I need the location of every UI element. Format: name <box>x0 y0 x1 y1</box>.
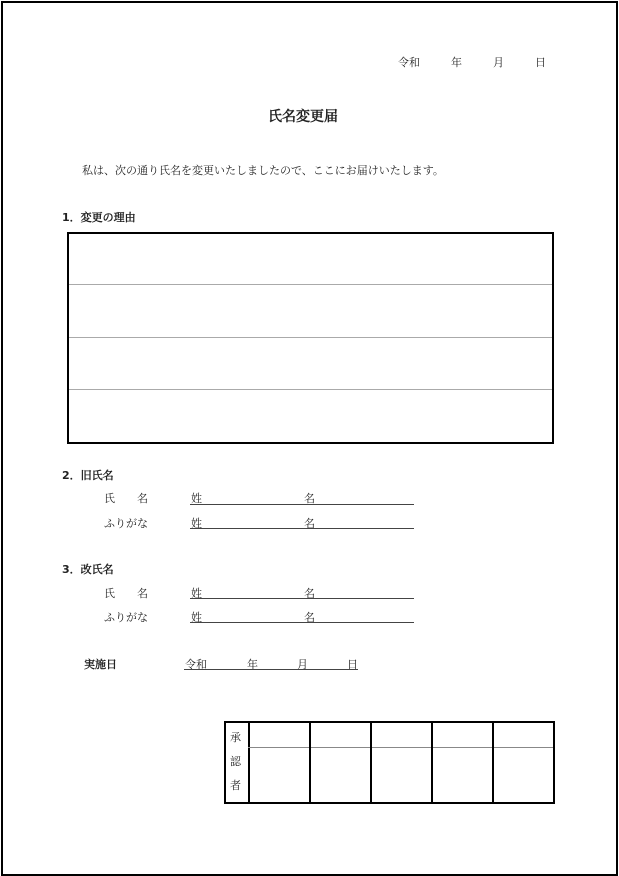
impl-year: 年 <box>247 658 258 671</box>
approval-char: 承 <box>230 731 241 744</box>
old-furigana-mei: 名 <box>304 517 315 530</box>
impl-era: 令和 <box>185 658 207 671</box>
reason-line <box>69 284 552 285</box>
approval-label-column <box>226 723 250 802</box>
approval-col-divider <box>370 723 372 802</box>
section3-heading: 3．改氏名 <box>62 563 114 576</box>
reason-line <box>69 389 552 390</box>
old-name-label: 氏 名 <box>104 492 148 505</box>
section2-heading: 2．旧氏名 <box>62 469 114 482</box>
approval-col-divider <box>431 723 433 802</box>
new-name-field[interactable] <box>190 598 414 599</box>
approval-row-divider <box>248 747 553 748</box>
section1-heading: 1．変更の理由 <box>62 211 136 224</box>
old-furigana-field[interactable] <box>190 528 414 529</box>
date-line <box>398 54 546 70</box>
new-name-mei: 名 <box>304 587 315 600</box>
reason-box[interactable] <box>67 232 554 444</box>
old-furigana-label: ふりがな <box>104 517 148 530</box>
reason-line <box>69 337 552 338</box>
old-name-mei: 名 <box>304 492 315 505</box>
approval-char: 認 <box>230 755 241 768</box>
approval-col-divider <box>309 723 311 802</box>
impl-day: 日 <box>347 658 358 671</box>
old-name-field[interactable] <box>190 504 414 505</box>
page-title: 氏名変更届 <box>268 109 338 125</box>
old-name-sei: 姓 <box>191 492 202 505</box>
implementation-label: 実施日 <box>84 658 117 671</box>
date-day: 日 <box>535 56 546 69</box>
date-month: 月 <box>493 56 504 69</box>
impl-month: 月 <box>297 658 308 671</box>
new-name-label: 氏 名 <box>104 587 148 600</box>
new-furigana-field[interactable] <box>190 622 414 623</box>
intro-text: 私は、次の通り氏名を変更いたしましたので、ここにお届けいたします。 <box>82 164 444 177</box>
new-name-sei: 姓 <box>191 587 202 600</box>
old-furigana-sei: 姓 <box>191 517 202 530</box>
approval-col-divider <box>492 723 494 802</box>
new-furigana-mei: 名 <box>304 611 315 624</box>
new-furigana-sei: 姓 <box>191 611 202 624</box>
date-era: 令和 <box>398 56 420 69</box>
approval-table <box>224 721 555 804</box>
implementation-date-field[interactable] <box>184 669 358 670</box>
date-year: 年 <box>451 56 462 69</box>
approval-char: 者 <box>230 779 241 792</box>
new-furigana-label: ふりがな <box>104 611 148 624</box>
